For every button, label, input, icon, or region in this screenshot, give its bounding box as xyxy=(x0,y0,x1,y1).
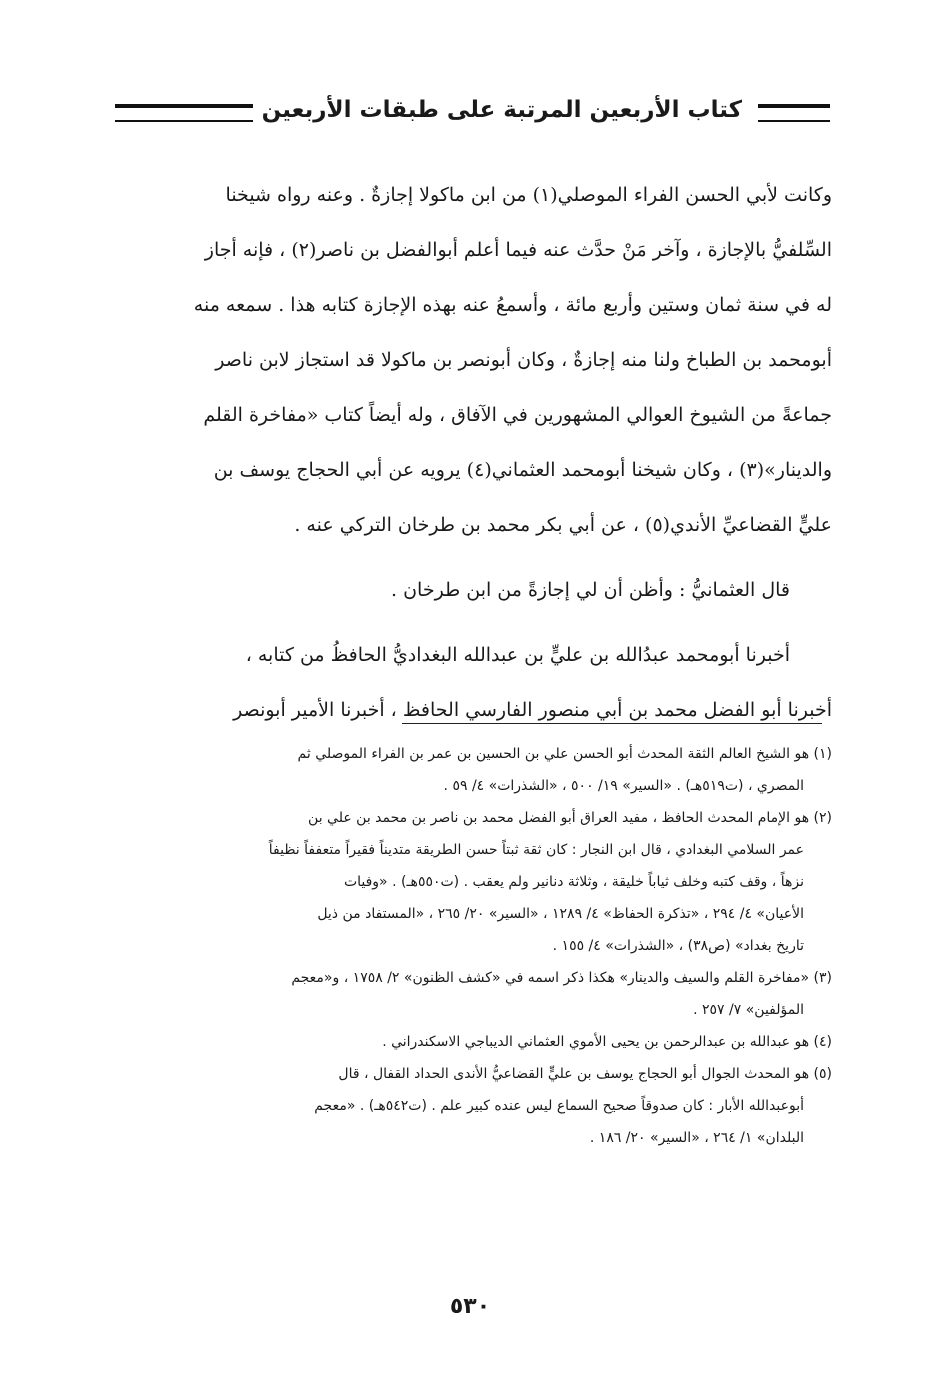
header-rule-left xyxy=(115,104,253,122)
main-text xyxy=(120,168,832,738)
text-line: جماعةً من الشيوخ العوالي المشهورين في الآفاق ، وله أيضاً كتاب «مفاخرة القلم xyxy=(203,404,832,426)
footnote-line: (٢) هو الإمام المحدث الحافظ ، مفيد العراق أبو الفضل محمد بن ناصر بن محمد بن علي بن xyxy=(308,810,832,826)
footnote-line: المصري ، (ت٥١٩هـ) . «السير» ١٩/ ٥٠٠ ، «الشذرات» ٤/ ٥٩ . xyxy=(443,778,804,794)
footnote-line: عمر السلامي البغدادي ، قال ابن النجار : كان ثقة ثبتاً حسن الطريقة متديناً فقيراً متعففاً نظيفاً xyxy=(268,842,804,858)
footnote-line: نزهاً ، وقف كتبه وخلف ثياباً خليقة ، وثلاثة دنانير ولم يعقب . (ت٥٥٠هـ) . «وفيات xyxy=(343,874,804,890)
text-line: والدينار»(٣) ، وكان شيخنا أبومحمد العثماني(٤) يرويه عن أبي الحجاج يوسف بن xyxy=(213,459,832,481)
header-title: كتاب الأربعين المرتبة على طبقات الأربعين xyxy=(261,97,742,123)
text-line: وكانت لأبي الحسن الفراء الموصلي(١) من ابن ماكولا إجازةٌ . وعنه رواه شيخنا xyxy=(225,184,832,206)
footnote-line: الأعيان» ٤/ ٢٩٤ ، «تذكرة الحفاظ» ٤/ ١٢٨٩ ، «السير» ٢٠/ ٢٦٥ ، «المستفاد من ذيل xyxy=(317,906,804,922)
footnotes xyxy=(120,738,832,1154)
footnote-line: تاريخ بغداد» (ص٣٨) ، «الشذرات» ٤/ ١٥٥ . xyxy=(552,938,804,954)
footnote-line: البلدان» ١/ ٢٦٤ ، «السير» ٢٠/ ١٨٦ . xyxy=(589,1130,804,1146)
text-line: له في سنة ثمان وستين وأربع مائة ، وأسمعُ عنه بهذه الإجازة كتابه هذا . سمعه منه xyxy=(193,294,832,316)
footnote-line: (٤) هو عبدالله بن عبدالرحمن بن يحيى الأموي العثماني الديباجي الاسكندراني . xyxy=(382,1034,832,1050)
footnote-line: المؤلفين» ٧/ ٢٥٧ . xyxy=(693,1002,804,1018)
footnote-separator xyxy=(402,723,822,724)
footnote-line: (٥) هو المحدث الجوال أبو الحجاج يوسف بن عليٍّ القضاعيُّ الأندى الحداد القفال ، قال xyxy=(338,1066,832,1082)
text-line: عليٍّ القضاعيِّ الأندي(٥) ، عن أبي بكر محمد بن طرخان التركي عنه . xyxy=(294,514,832,536)
quote-line: قال العثمانيُّ : وأظن أن لي إجازةً من ابن طرخان . xyxy=(391,579,790,601)
text-line: السِّلفيُّ بالإجازة ، وآخر مَنْ حدَّث عنه فيما أعلم أبوالفضل بن ناصر(٢) ، فإنه أجاز xyxy=(204,239,832,261)
footnote-line: أبوعبدالله الأبار : كان صدوقاً صحيح السماع ليس عنده كبير علم . (ت٥٤٢هـ) . «معجم xyxy=(314,1098,804,1114)
page-number: ٥٣٠ xyxy=(449,1294,491,1319)
text-line: أبومحمد بن الطباخ ولنا منه إجازةٌ ، وكان أبونصر بن ماكولا قد استجاز لابن ناصر xyxy=(215,349,832,371)
footnote-line: (١) هو الشيخ العالم الثقة المحدث أبو الحسن علي بن الحسين بن عمر بن الفراء الموصلي ثم xyxy=(297,746,832,762)
running-header xyxy=(115,92,830,132)
isnad-line: أخبرنا أبو الفضل محمد بن أبي منصور الفارسي الحافظ ، أخبرنا الأمير أبونصر xyxy=(233,699,832,721)
header-rule-right xyxy=(758,104,830,122)
isnad-line: أخبرنا أبومحمد عبدُالله بن عليٍّ بن عبدالله البغداديُّ الحافظُ من كتابه ، xyxy=(245,644,790,666)
footnote-line: (٣) «مفاخرة القلم والسيف والدينار» هكذا ذكر اسمه في «كشف الظنون» ٢/ ١٧٥٨ ، و«معجم xyxy=(291,970,832,986)
